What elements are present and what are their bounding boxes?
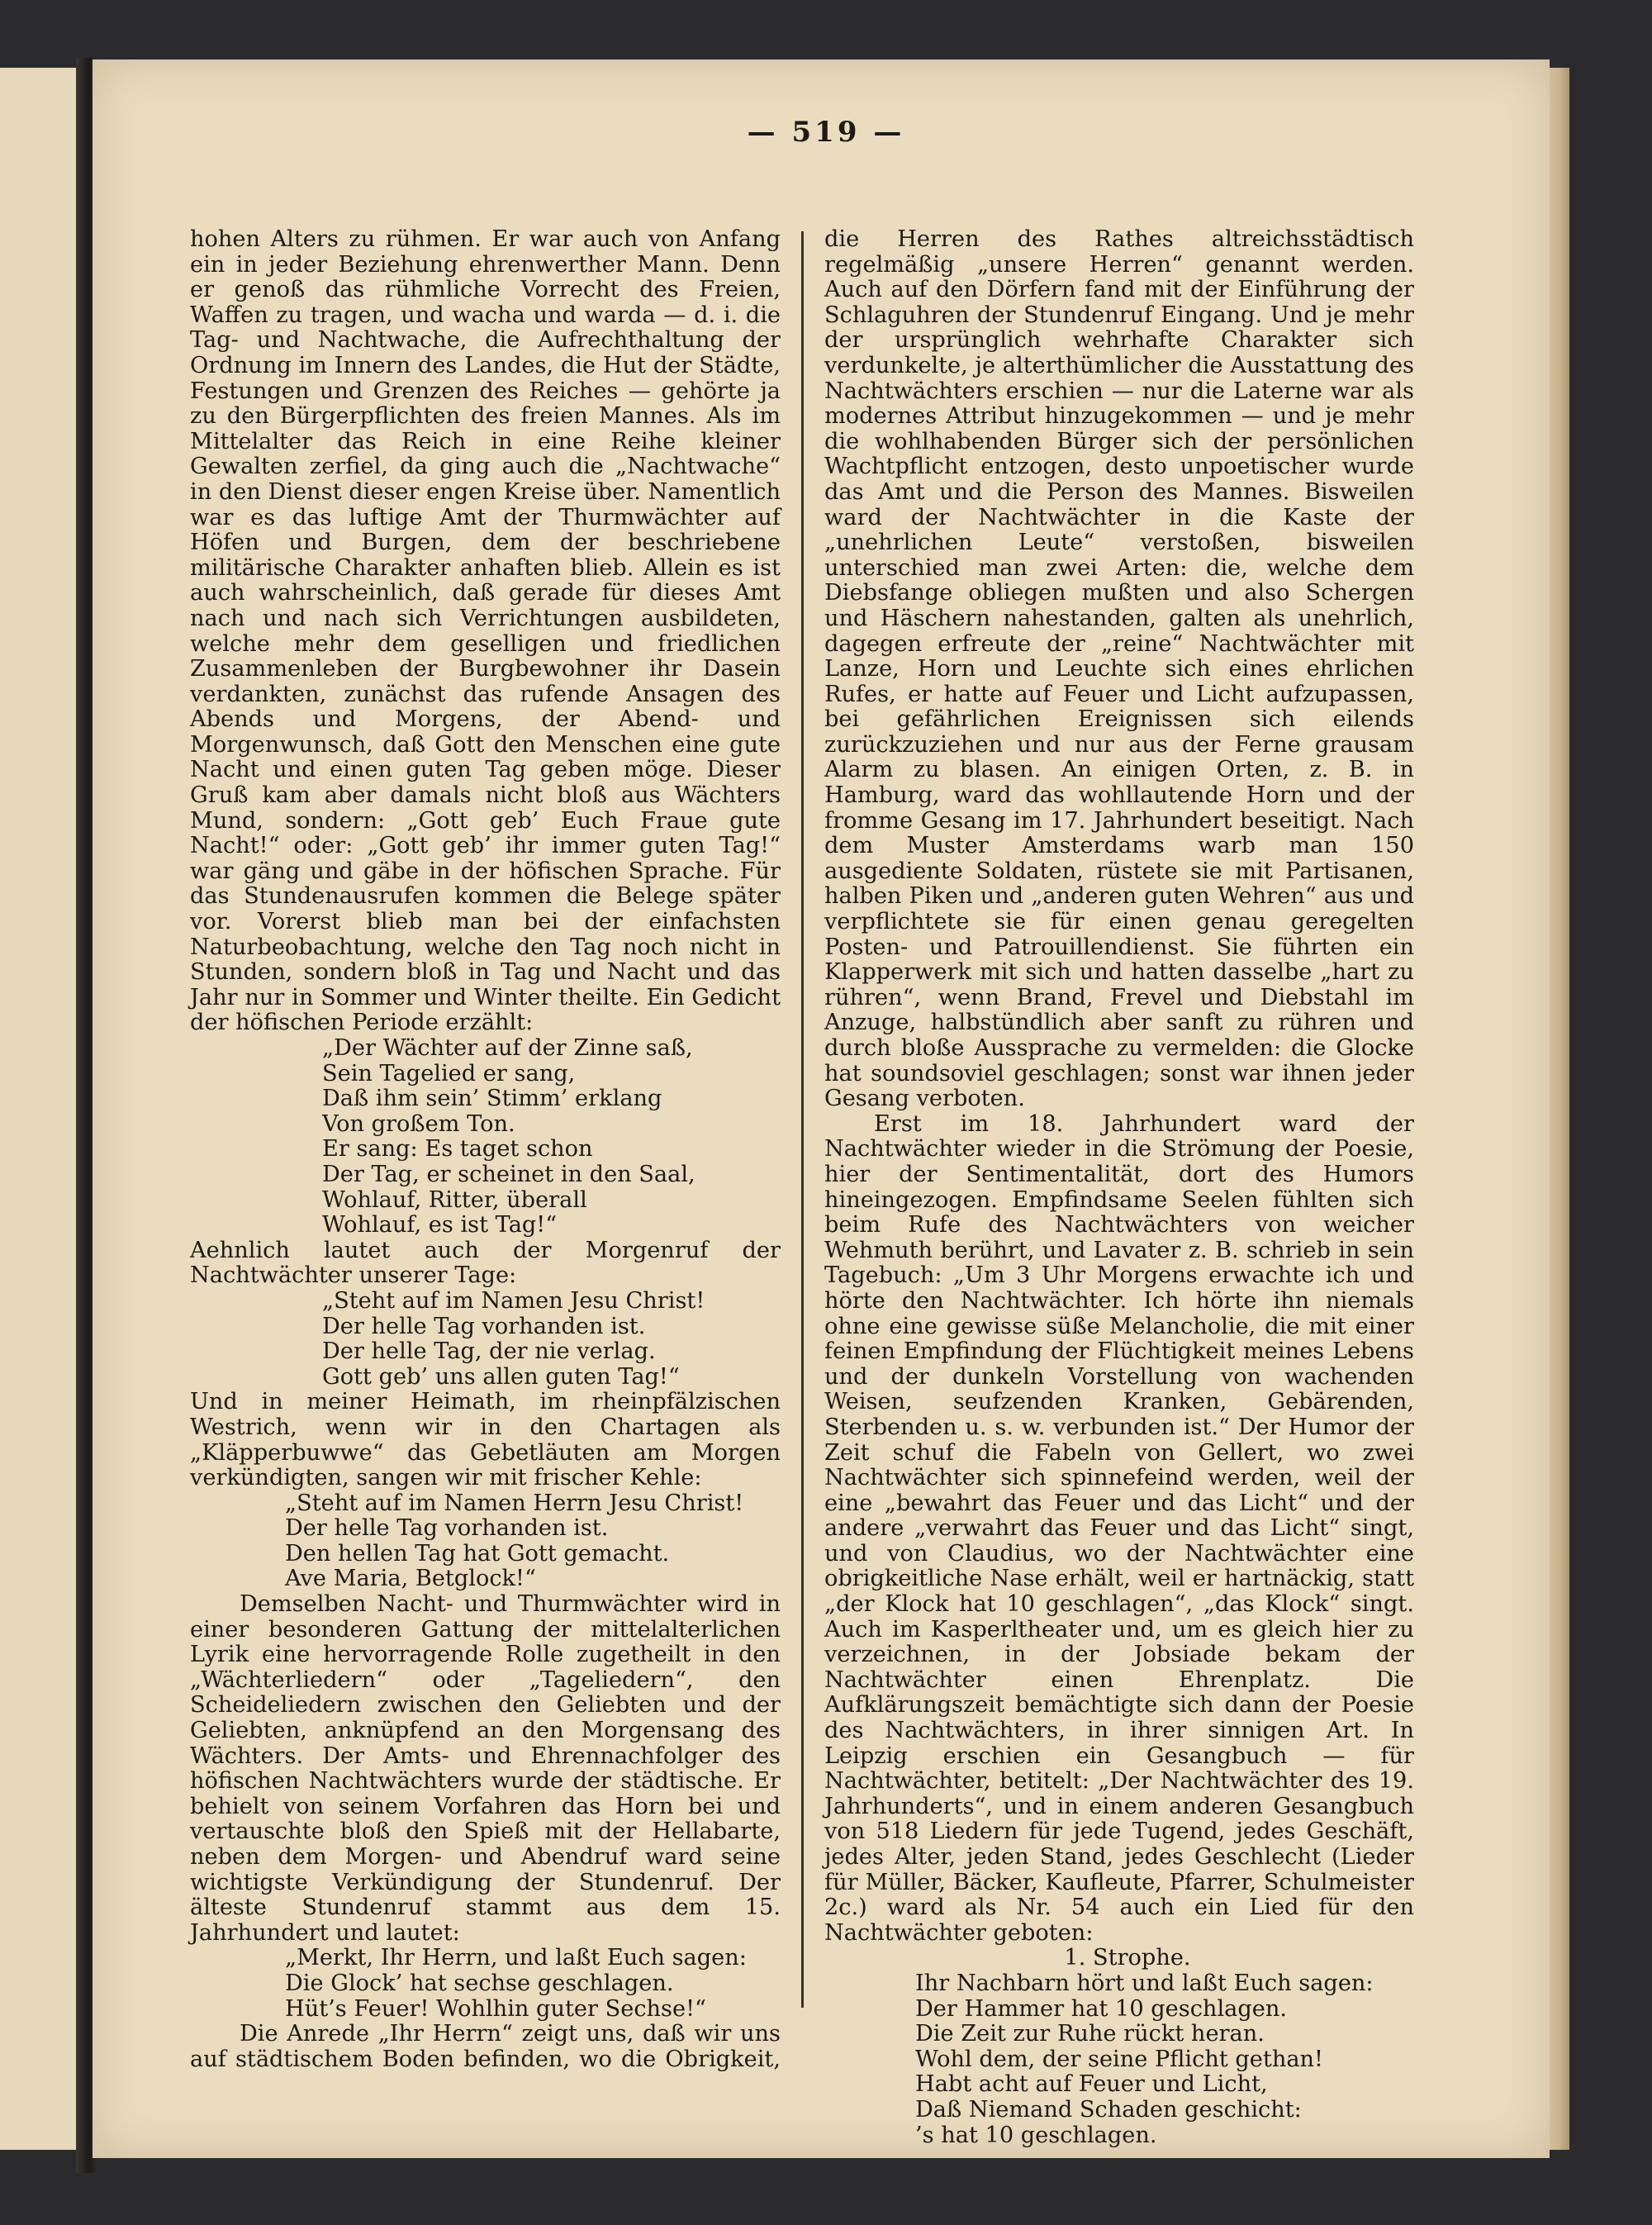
verse-block — [190, 1946, 781, 2022]
verse-line: Daß Niemand Schaden geschicht: — [915, 2096, 1302, 2123]
paragraph: die Herren des Rathes altreichsstädtisch regelmäßig „unsere Herren“ genannt werden. Auch auf den Dörfern fand mit der Einführung der Schlaguhren der Stundenruf Eingang. Und je mehr der ursprünglich wehrhafte Charakter sich verdunkelte, je alterthümlicher die Ausstattung des Nachtwächters erschien — nur die Laterne war als modernes Attribut hinzugekommen — und je mehr die wohlhabenden Bürger sich der persönlichen Wachtpflicht entzogen, desto unpoetischer wurde das Amt und die Person des Mannes. Bisweilen ward der Nachtwächter in die Kaste der „unehrlichen Leute“ verstoßen, bisweilen unterschied man zwei Arten: die, welche dem Diebsfange obliegen mußten und also Schergen und Häschern nahestanden, galten als unehrlich, dagegen erfreute der „reine“ Nachtwächter mit Lanze, Horn und Leuchte sich eines ehrlichen Rufes, er hatte auf Feuer und Licht aufzupassen, bei gefährlichen Ereignissen sich eilends zurückzuziehen und nur aus der Ferne grausam Alarm zu blasen. An einigen Orten, z. B. in Hamburg, ward das wohllautende Horn und der fromme Gesang im 17. Jahrhundert beseitigt. Nach dem Muster Amsterdams warb man 150 ausgediente Soldaten, rüstete sie mit Partisanen, halben Piken und „anderen guten Wehren“ aus und verpflichtete sie für einen genau geregelten Posten- und Patrouillendienst. Sie führten ein Klapperwerk mit sich und hatten dasselbe „hart zu rühren“, wenn Brand, Frevel und Diebstahl im Anzuge, halbstündlich aber sanft zu rühren und durch bloße Aussprache zu vermelden: die Glocke hat soundsoviel geschlagen; sonst war ihnen jeder Gesang verboten. — [824, 226, 1414, 1112]
verse-line: „Der Wächter auf der Zinne saß, — [322, 1035, 693, 1061]
verse-line: Er sang: Es taget schon — [322, 1136, 593, 1162]
verse-line: Sein Tagelied er sang, — [322, 1060, 576, 1086]
paragraph: Aehnlich lautet auch der Morgenruf der Nachtwächter unserer Tage: — [190, 1237, 781, 1289]
right-column — [824, 227, 1414, 2148]
verse-line: Der helle Tag vorhanden ist. — [322, 1313, 646, 1339]
verse-line: Gott geb’ uns allen guten Tag!“ — [322, 1363, 680, 1390]
verse-block — [190, 1036, 781, 1238]
verse-line: ’s hat 10 geschlagen. — [915, 2122, 1157, 2148]
verse-line: Die Zeit zur Ruhe rückt heran. — [915, 2021, 1265, 2047]
verse-line: „Steht auf im Namen Herrn Jesu Christ! — [285, 1490, 744, 1516]
paragraph: Demselben Nacht- und Thurmwächter wird in einer besonderen Gattung der mittelalterlichen Lyrik eine hervorragende Rolle zugetheilt in den „Wächterliedern“ oder „Tageliedern“, den Scheideliedern zwischen den Geliebten und der Geliebten, anknüpfend an den Morgensang des Wächters. Der Amts- und Ehrennachfolger des höfischen Nachtwächters wurde der städtische. Er behielt von seinem Vorfahren das Horn bei und vertauschte bloß den Spieß mit der Hellabarte, neben dem Morgen- und Abendruf ward seine wichtigste Verkündigung der Stundenruf. Der älteste Stundenruf stammt aus dem 15. Jahrhundert und lautet: — [190, 1591, 781, 1946]
verse-line: Habt acht auf Feuer und Licht, — [915, 2071, 1268, 2098]
paragraph: hohen Alters zu rühmen. Er war auch von Anfang ein in jeder Beziehung ehrenwerther Mann. Denn er genoß das rühmliche Vorrecht des Freien, Waffen zu tragen, und wacha und warda — d. i. die Tag- und Nachtwache, die Aufrechthaltung der Ordnung im Innern des Landes, die Hut der Städte, Festungen und Grenzen des Reiches — gehörte ja zu den Bürgerpflichten des freien Mannes. Als im Mittelalter das Reich in eine Reihe kleiner Gewalten zerfiel, da ging auch die „Nachtwache“ in den Dienst dieser engen Kreise über. Namentlich war es das luftige Amt der Thurmwächter auf Höfen und Burgen, dem der beschriebene militärische Charakter anhaften blieb. Allein es ist auch wahrscheinlich, daß gerade für dieses Amt nach und nach sich Verrichtungen ausbildeten, welche mehr dem geselligen und friedlichen Zusammenleben der Burgbewohner ihr Dasein verdankten, zunächst das rufende Ansagen des Abends und Morgens, der Abend- und Morgenwunsch, daß Gott den Menschen eine gute Nacht und einen guten Tag geben möge. Dieser Gruß kam aber damals nicht bloß aus Wächters Mund, sondern: „Gott geb’ Euch Fraue gute Nacht!“ oder: „Gott geb’ ihr immer guten Tag!“ war gäng und gäbe in der höfischen Sprache. Für das Stundenausrufen kommen die Belege später vor. Vorerst blieb man bei der einfachsten Naturbeobachtung, welche den Tag noch nicht in Stunden, sondern bloß in Tag und Nacht und das Jahr nur in Sommer und Winter theilte. Ein Gedicht der höfischen Periode erzählt: — [190, 226, 781, 1036]
verse-line: Hüt’s Feuer! Wohlhin guter Sechse!“ — [285, 1995, 706, 2022]
facing-page-edge — [0, 68, 79, 2150]
verse-line: Wohl dem, der seine Pflicht gethan! — [915, 2046, 1323, 2072]
verse-line: Wohlauf, Ritter, überall — [322, 1186, 587, 1213]
paragraph: Erst im 18. Jahrhundert ward der Nachtwächter wieder in die Strömung der Poesie, hier der Sentimentalität, dort des Humors hineingezogen. Empfindsame Seelen fühlten sich beim Rufe des Nachtwächters von weicher Wehmuth berührt, und Lavater z. B. schrieb in sein Tagebuch: „Um 3 Uhr Morgens erwachte ich und hörte den Nachtwächter. Ich hörte ihn niemals ohne eine gewisse süße Melancholie, die mit einer feinen Empfindung der Flüchtigkeit meines Lebens und der dunkeln Vorstellung von wachenden Weisen, seufzenden Kranken, Gebärenden, Sterbenden u. s. w. verbunden ist.“ Der Humor der Zeit schuf die Fabeln von Gellert, wo zwei Nachtwächter sich spinnefeind werden, weil der eine „bewahrt das Feuer und das Licht“ und der andere „verwahrt das Feuer und das Licht“ singt, und von Claudius, wo der Nachtwächter eine obrigkeitliche Nase erhält, weil er hartnäckig, statt „der Klock hat 10 geschlagen“, „das Klock“ singt. Auch im Kasperltheater und, um es gleich hier zu verzeichnen, in der Jobsiade bekam der Nachtwächter einen Ehrenplatz. Die Aufklärungszeit bemächtigte sich dann der Poesie des Nachtwächters, in ihrer sinnigen Art. In Leipzig erschien ein Gesangbuch — für Nachtwächter, betitelt: „Der Nachtwächter des 19. Jahrhunderts“, und in einem anderen Gesangbuch von 518 Liedern für jede Tugend, jedes Geschäft, jedes Alter, jeden Stand, jedes Geschlecht (Lieder für Müller, Bäcker, Kaufleute, Pfarrer, Schulmeister 2c.) ward als Nr. 54 auch ein Lied für den Nachtwächter geboten: — [824, 1110, 1414, 1946]
verse-block — [190, 1491, 781, 1592]
column-divider — [801, 231, 804, 2008]
verse-line: Der helle Tag vorhanden ist. — [285, 1515, 609, 1542]
stanza-heading: 1. Strophe. — [1064, 1945, 1191, 1971]
verse-line: Daß ihm sein’ Stimm’ erklang — [322, 1086, 662, 1112]
verse-line: Ave Maria, Betglock!“ — [285, 1566, 536, 1592]
verse-line: Den hellen Tag hat Gott gemacht. — [285, 1540, 670, 1567]
verse-line: Wohlauf, es ist Tag!“ — [322, 1212, 558, 1238]
verse-line: Der Tag, er scheinet in den Saal, — [322, 1161, 695, 1187]
verse-line: Von großem Ton. — [322, 1110, 515, 1137]
verse-block — [190, 1289, 781, 1390]
verse-line: „Steht auf im Namen Jesu Christ! — [322, 1287, 705, 1314]
verse-line: Die Glock’ hat sechse geschlagen. — [285, 1970, 674, 1996]
verse-block — [824, 1971, 1414, 2148]
paragraph: Und in meiner Heimath, im rheinpfälzischen Westrich, wenn wir in den Chartagen als „Kläpperbuwwe“ das Gebetläuten am Morgen verkündigten, sangen wir mit frischer Kehle: — [190, 1389, 781, 1491]
paragraph: Die Anrede „Ihr Herrn“ zeigt uns, daß wir uns auf städtischem Boden befinden, wo die Obrigkeit, — [190, 2021, 781, 2072]
verse-line: Ihr Nachbarn hört und laßt Euch sagen: — [915, 1970, 1374, 1996]
verse-line: Der helle Tag, der nie verlag. — [322, 1338, 656, 1365]
left-column — [190, 227, 781, 2072]
verse-line: Der Hammer hat 10 geschlagen. — [915, 1995, 1287, 2022]
page-number: — 519 — — [747, 116, 905, 149]
verse-line: „Merkt, Ihr Herrn, und laßt Euch sagen: — [285, 1945, 747, 1971]
